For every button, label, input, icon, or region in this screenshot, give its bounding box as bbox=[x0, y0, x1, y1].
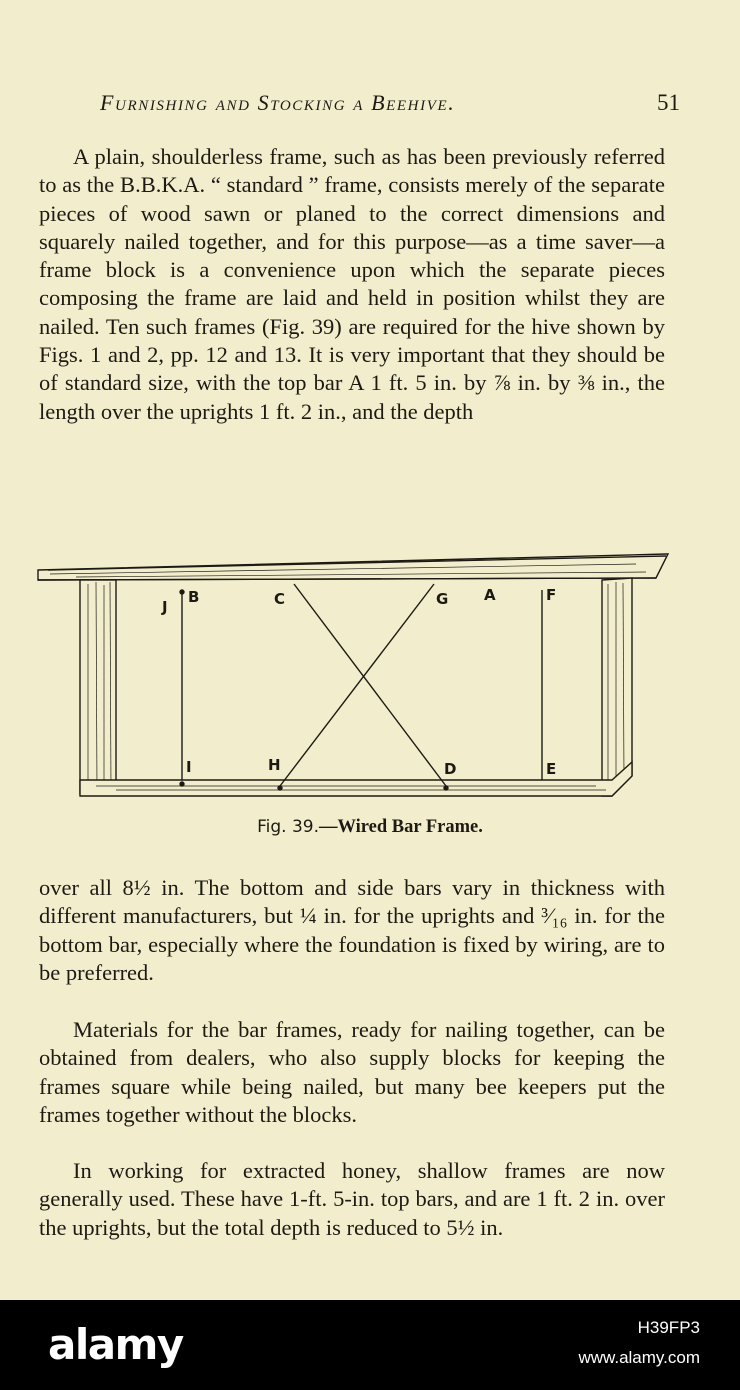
label-h: H bbox=[268, 756, 281, 774]
alamy-logo: alamy bbox=[48, 1320, 183, 1369]
label-c: C bbox=[274, 590, 286, 608]
paragraph-1: A plain, shoulderless frame, such as has been previously referred to as the B.B.K.A. “ standard ” frame, consists merely of the separate pieces of wood sawn or planed to the correct dimensions and squarely nailed together, and for this purpose—as a time saver—a frame block is a convenience upon which the separate pieces composing the frame are laid and held in position whilst they are nailed. Ten such frames (Fig. 39) are required for the hive shown by Figs. 1 and 2, pp. 12 and 13. It is very important that they should be of standard size, with the top bar A 1 ft. 5 in. by ⅞ in. by ⅜ in., the length over the uprights 1 ft. 2 in., and the depth bbox=[39, 144, 665, 424]
label-j: J bbox=[162, 598, 168, 616]
paragraph-3: Materials for the bar frames, ready for nailing together, can be obtained from dealers, who also supply blocks for keeping the frames square while being nailed, but many bee keepers put the frames together without the blocks. bbox=[39, 1017, 665, 1127]
label-a: A bbox=[484, 586, 496, 604]
label-g: G bbox=[436, 590, 449, 608]
diagonal-wire-gh bbox=[280, 584, 434, 786]
stock-footer-bar bbox=[0, 1300, 740, 1390]
footer-url: www.alamy.com bbox=[578, 1348, 700, 1367]
label-d: D bbox=[444, 760, 457, 778]
paragraph-4: In working for extracted honey, shallow frames are now generally used. These have 1-ft. 5-in. top bars, and are 1 ft. 2 in. over the uprights, but the total depth is reduced to 5½ in. bbox=[39, 1158, 665, 1240]
label-f: F bbox=[546, 586, 557, 604]
diagonal-wire-cd bbox=[294, 584, 449, 786]
paragraph-2: over all 8½ in. The bottom and side bars vary in thickness with different manufacturers, but ¼ in. for the uprights and ³⁄₁₆ in. for the bottom bar, especially where the foundation is fixed by wiring, are to be preferred. bbox=[39, 875, 665, 985]
image-id: H39FP3 bbox=[637, 1318, 700, 1337]
page-header bbox=[40, 90, 680, 120]
wired-bar-frame-figure bbox=[36, 550, 672, 810]
label-e: E bbox=[546, 760, 557, 778]
right-upright bbox=[602, 578, 632, 796]
figure-number: Fig. 39. bbox=[257, 817, 319, 837]
label-i: I bbox=[186, 758, 192, 776]
page-number: 51 bbox=[657, 90, 680, 115]
figure-title: —Wired Bar Frame. bbox=[318, 817, 483, 837]
running-head: Furnishing and Stocking a Beehive. bbox=[100, 90, 456, 115]
figure-caption bbox=[0, 817, 740, 838]
label-b: B bbox=[188, 588, 200, 606]
